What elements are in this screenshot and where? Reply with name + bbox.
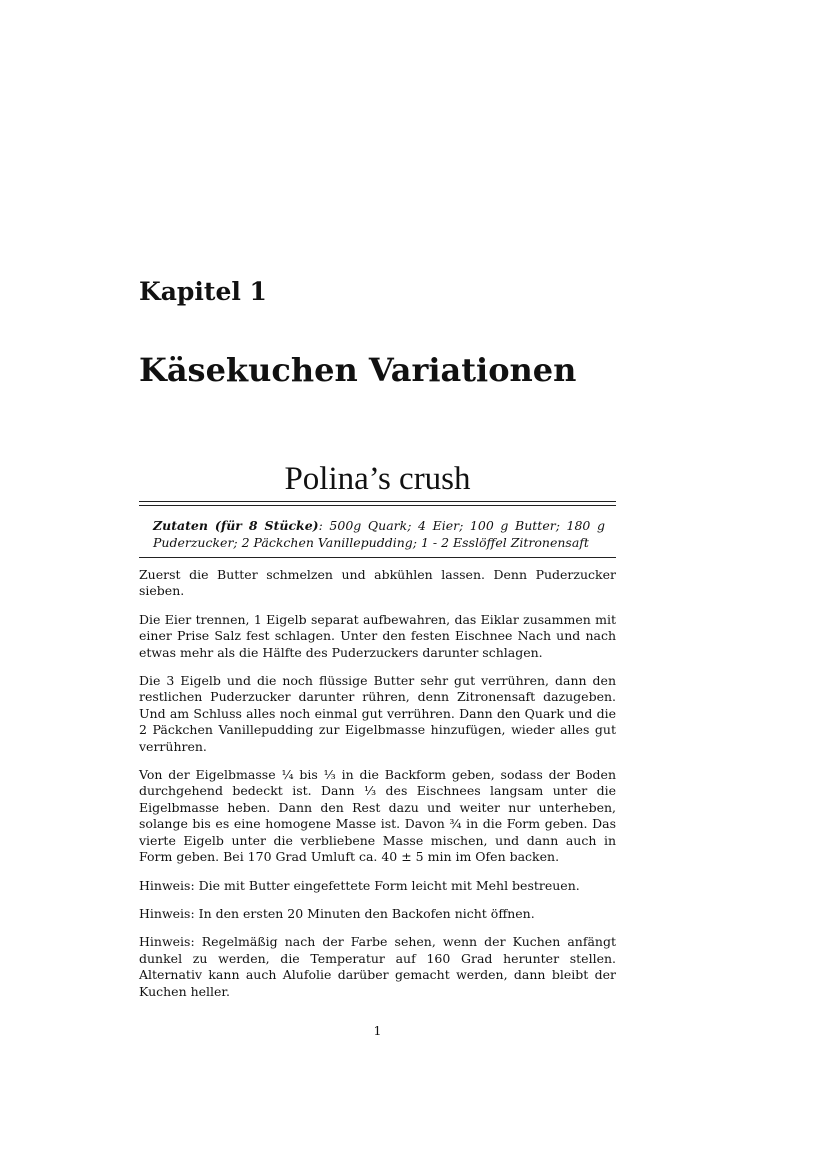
paragraph: Von der Eigelbmasse ¼ bis ⅓ in die Backform geben, sodass der Boden durchgehend bedeckt ist. Dann ⅓ des Eischnees langsam unter die Eigelbmasse heben. Dann den Rest dazu und weiter nur unterheben, solange bis es eine homogene Masse ist. Davon ¾ in die Form geben. Das vierte Eigelb unter die verbliebene Masse mischen, und dann auch in Form geben. Bei 170 Grad Umluft ca. 40 ± 5 min im Ofen backen. [139,767,616,865]
chapter-title: Käsekuchen Variationen [139,351,577,389]
title-rule-bottom [139,505,616,506]
page-number: 1 [373,1023,382,1038]
ingredients-rule [139,557,616,558]
title-rule-top [139,501,616,502]
hint-paragraph: Hinweis: Die mit Butter eingefettete Form leicht mit Mehl bestreuen. [139,877,580,893]
recipe-body [139,567,616,1012]
hint-paragraph: Hinweis: Regelmäßig nach der Farbe sehen, wenn der Kuchen anfängt dunkel zu werden, die Temperatur auf 160 Grad herunter stellen. Alternativ kann auch Alufolie darüber gemacht werden, dann bleibt der Kuchen heller. [139,934,616,999]
hint-paragraph: Hinweis: In den ersten 20 Minuten den Backofen nicht öffnen. [139,905,535,921]
ingredients-label: Zutaten (für 8 Stücke) [153,518,319,533]
paragraph: Die 3 Eigelb und die noch flüssige Butter sehr gut verrühren, dann den restlichen Puderzucker darunter rühren, denn Zitronensaft dazugeben. Und am Schluss alles noch einmal gut verrühren. Dann den Quark und die 2 Päckchen Vanillepudding zur Eigelbmasse hinzufügen, wieder alles gut verrühren. [139,673,616,754]
paragraph: Die Eier trennen, 1 Eigelb separat aufbewahren, das Eiklar zusammen mit einer Prise Salz fest schlagen. Unter den festen Eischnee Nach und nach etwas mehr als die Hälfte des Puderzuckers darunter schlagen. [139,611,616,660]
recipe-title: Polina’s crush [284,461,471,497]
paragraph: Zuerst die Butter schmelzen und abkühlen lassen. Denn Puderzucker sieben. [139,567,616,599]
chapter-label: Kapitel 1 [139,277,267,306]
ingredients-list: : 500g Quark; 4 Eier; 100 g Butter; 180 g Puderzucker; 2 Päckchen Vanillepudding; 1 - 2 Esslöffel Zitronensaft [153,518,605,550]
ingredients-box [153,517,605,551]
